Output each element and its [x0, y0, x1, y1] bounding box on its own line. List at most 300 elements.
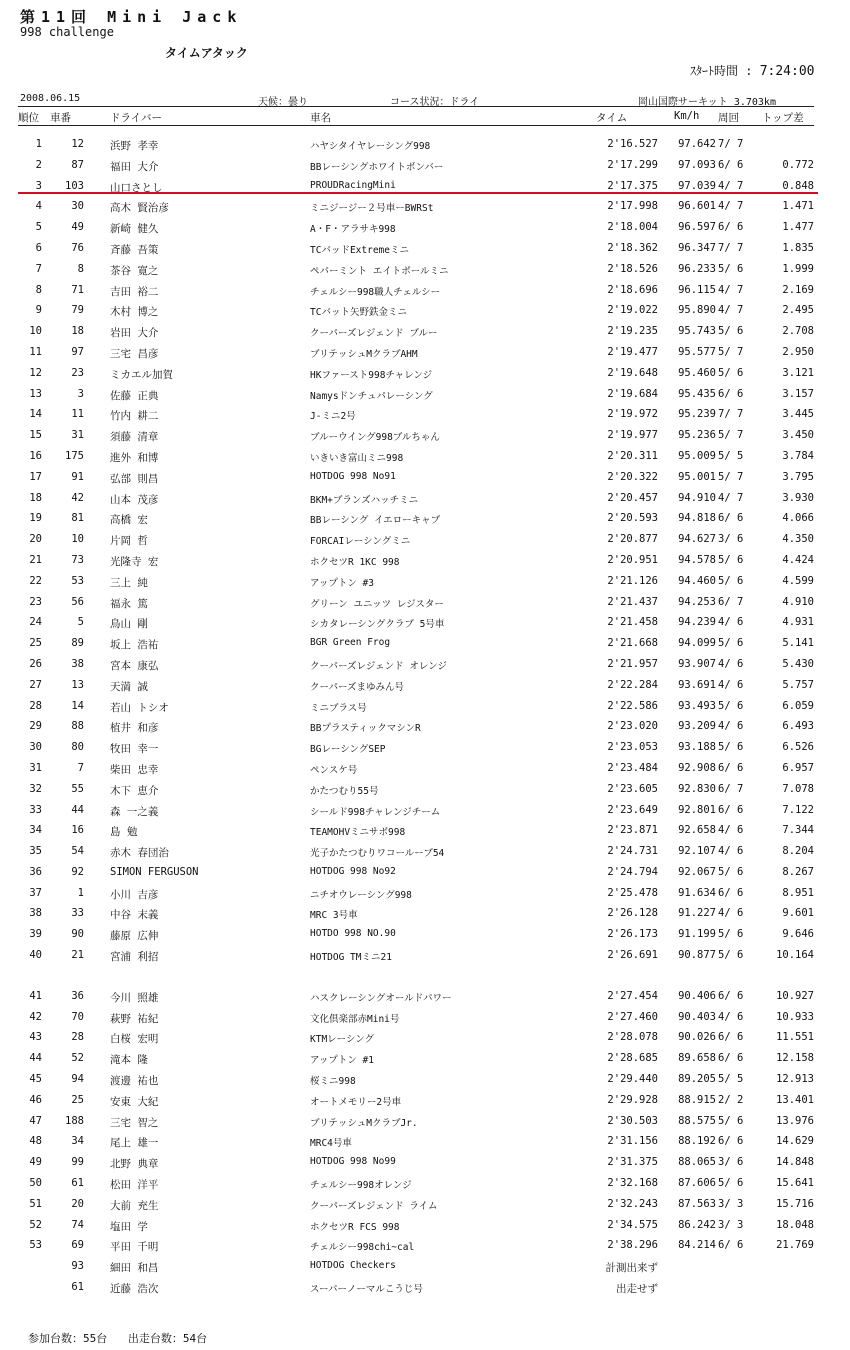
row-position: 9: [35, 304, 42, 317]
row-gap: 5.430: [782, 657, 814, 670]
row-speed: 93.691: [678, 678, 716, 691]
row-speed: 95.009: [678, 449, 716, 462]
row-car-name: J-ミニ2号: [310, 411, 356, 423]
row-lap-time: 2'21.458: [607, 616, 658, 629]
row-driver: 福永 篤: [110, 597, 148, 610]
table-row: [18, 489, 814, 510]
table-row: [18, 239, 814, 260]
row-driver: 島 勉: [110, 826, 138, 839]
row-speed: 89.205: [678, 1073, 716, 1086]
row-car-number: 13: [71, 678, 84, 691]
row-car-name: スーパーノーマルこうじ号: [310, 1284, 423, 1296]
row-gap: 8.204: [782, 845, 814, 858]
table-row: [18, 946, 814, 967]
row-speed: 88.915: [678, 1093, 716, 1106]
row-driver: 岩田 大介: [110, 327, 159, 340]
row-car-name: チェルシー998オレンジ: [310, 1180, 412, 1192]
row-lap-time: 2'18.362: [607, 241, 658, 254]
row-driver: 佐藤 正典: [110, 389, 159, 402]
row-speed: 95.435: [678, 387, 716, 400]
row-laps: 6/ 6: [718, 1135, 744, 1148]
row-car-number: 71: [71, 283, 84, 296]
table-row: [18, 904, 814, 925]
row-driver: 新崎 健久: [110, 223, 159, 236]
row-car-name: HOTDO 998 NO.90: [310, 928, 396, 940]
row-position: 27: [29, 678, 42, 691]
row-car-number: 21: [71, 949, 84, 962]
row-lap-time: 2'23.484: [607, 761, 658, 774]
row-position: 52: [29, 1218, 42, 1231]
table-row: [18, 821, 814, 842]
row-lap-time: 2'27.460: [607, 1010, 658, 1023]
row-lap-time: 2'26.128: [607, 907, 658, 920]
row-speed: 95.460: [678, 366, 716, 379]
table-row: [18, 1236, 814, 1257]
row-lap-time: 2'26.173: [607, 928, 658, 941]
row-speed: 95.239: [678, 408, 716, 421]
table-row: [18, 177, 814, 198]
row-laps: 6/ 6: [718, 1031, 744, 1044]
row-driver: 浜野 孝幸: [110, 140, 159, 152]
table-row: [18, 842, 814, 863]
row-position: 25: [29, 637, 42, 650]
row-car-number: 49: [71, 221, 84, 234]
row-car-number: 97: [71, 345, 84, 358]
row-speed: 94.578: [678, 553, 716, 566]
highlight-underline: [18, 192, 818, 194]
row-car-number: 38: [71, 657, 84, 670]
table-row: [18, 1049, 814, 1070]
table-row: [18, 717, 814, 738]
row-driver: 赤木 春団治: [110, 847, 169, 860]
row-driver: 三宅 昌彦: [110, 347, 159, 360]
col-pos: 順位: [18, 112, 39, 124]
row-gap: 1.835: [782, 241, 814, 254]
row-car-number: 34: [71, 1135, 84, 1148]
row-car-number: 54: [71, 845, 84, 858]
row-car-number: 76: [71, 241, 84, 254]
row-position: 5: [35, 221, 42, 234]
row-gap: 3.121: [782, 366, 814, 379]
row-driver: 山本 茂彦: [110, 493, 159, 506]
row-driver: 吉田 裕二: [110, 285, 159, 298]
row-laps: 3/ 6: [718, 1156, 744, 1169]
row-car-number: 175: [65, 449, 84, 462]
row-position: 1: [35, 138, 42, 150]
row-car-name: いきいき富山ミニ998: [310, 452, 404, 464]
entry-count: 参加台数：55台: [28, 1332, 108, 1345]
row-gap: 3.445: [782, 408, 814, 421]
col-num: 車番: [50, 112, 71, 124]
row-position: 48: [29, 1135, 42, 1148]
row-gap: 8.951: [782, 886, 814, 899]
row-lap-time: 2'17.998: [607, 200, 658, 213]
row-driver: 細田 和昌: [110, 1262, 159, 1275]
row-laps: 5/ 6: [718, 574, 744, 587]
row-lap-time: 2'16.527: [607, 138, 658, 150]
row-gap: 6.957: [782, 761, 814, 774]
row-speed: 87.606: [678, 1177, 716, 1190]
row-gap: 15.716: [776, 1197, 814, 1210]
table-row: [18, 1278, 814, 1299]
row-car-name: Namysドンチュパレーシング: [310, 390, 433, 402]
table-row: [18, 135, 814, 156]
row-driver: 牧田 幸一: [110, 743, 159, 756]
row-driver: 若山 トシオ: [110, 701, 169, 714]
start-time-block: [690, 62, 814, 79]
course-condition: コース状況：ドライ: [390, 97, 480, 108]
row-driver: 宮本 康弘: [110, 659, 159, 672]
row-driver: 松田 洋平: [110, 1179, 159, 1192]
row-laps: 6/ 6: [718, 158, 744, 171]
row-car-number: 73: [71, 553, 84, 566]
row-lap-time: 2'34.575: [607, 1218, 658, 1231]
row-gap: 8.267: [782, 865, 814, 878]
row-car-name: ブルーウイング998ブルちゃん: [310, 432, 440, 444]
row-car-name: BGレーシングSEP: [310, 744, 386, 756]
row-gap: 14.848: [776, 1156, 814, 1169]
row-position: 39: [29, 928, 42, 941]
row-position: 21: [29, 553, 42, 566]
row-driver: 山口さとし: [110, 181, 163, 194]
table-row: [18, 801, 814, 822]
row-gap: 18.048: [776, 1218, 814, 1231]
row-lap-time: 2'21.957: [607, 657, 658, 670]
table-row: [18, 884, 814, 905]
row-car-name: ハスクレーシングオールドパワー: [310, 992, 452, 1004]
row-lap-time: 2'23.053: [607, 741, 658, 754]
row-speed: 92.830: [678, 782, 716, 795]
row-car-number: 93: [71, 1260, 84, 1273]
row-speed: 95.743: [678, 325, 716, 338]
row-car-name: BBプラスティックマシンR: [310, 723, 421, 735]
row-speed: 93.188: [678, 741, 716, 754]
row-car-name: シカタレーシングクラブ 5号車: [310, 619, 445, 631]
row-speed: 95.001: [678, 470, 716, 483]
row-position: 24: [29, 616, 42, 629]
row-position: 20: [29, 533, 42, 546]
row-position: 15: [29, 429, 42, 442]
row-car-name: A・F・アラサキ998: [310, 224, 396, 236]
row-speed: 84.214: [678, 1239, 716, 1252]
row-laps: 7/ 7: [718, 408, 744, 421]
row-speed: 91.634: [678, 886, 716, 899]
row-driver: 大前 充生: [110, 1199, 159, 1212]
row-car-number: 74: [71, 1218, 84, 1231]
row-car-number: 7: [77, 761, 84, 774]
row-position: 12: [29, 366, 42, 379]
row-speed: 95.236: [678, 429, 716, 442]
row-driver: 中谷 末義: [110, 909, 159, 922]
row-car-number: 99: [71, 1156, 84, 1169]
row-laps: 6/ 6: [718, 989, 744, 1002]
row-speed: 97.039: [678, 179, 716, 192]
row-lap-time: 2'24.794: [607, 865, 658, 878]
row-gap: 21.769: [776, 1239, 814, 1252]
row-driver: 今川 照雄: [110, 991, 159, 1004]
row-position: 10: [29, 325, 42, 338]
row-driver: 森 一之義: [110, 805, 159, 818]
row-car-number: 5: [77, 616, 84, 629]
row-car-number: 91: [71, 470, 84, 483]
row-laps: 6/ 6: [718, 803, 744, 816]
row-lap-time: 2'29.928: [607, 1093, 658, 1106]
row-laps: 7/ 7: [718, 138, 744, 150]
row-driver: 萩野 祐紀: [110, 1012, 159, 1025]
row-laps: 6/ 6: [718, 387, 744, 400]
row-driver: 坂上 浩祐: [110, 639, 159, 652]
row-laps: 4/ 6: [718, 657, 744, 670]
row-car-number: 1: [77, 886, 84, 899]
row-laps: 5/ 6: [718, 366, 744, 379]
row-position: 23: [29, 595, 42, 608]
row-position: 6: [35, 241, 42, 254]
row-driver: 弘部 則昌: [110, 472, 159, 485]
session-title: タイムアタック: [165, 46, 248, 60]
row-laps: 6/ 6: [718, 1239, 744, 1252]
row-gap: 3.795: [782, 470, 814, 483]
row-car-number: 61: [71, 1281, 84, 1294]
row-car-number: 80: [71, 741, 84, 754]
row-car-number: 92: [71, 865, 84, 878]
row-car-name: BKM+ブランズハッチミニ: [310, 494, 419, 506]
row-driver: 斉藤 吾策: [110, 243, 159, 256]
row-position: 8: [35, 283, 42, 296]
row-lap-time: 2'18.004: [607, 221, 658, 234]
table-row: [18, 447, 814, 468]
table-row: [18, 1195, 814, 1216]
row-position: 37: [29, 886, 42, 899]
row-driver: 高木 賢治彦: [110, 202, 169, 215]
row-laps: 4/ 6: [718, 1010, 744, 1023]
row-car-name: クーパーズレジェンド オレンジ: [310, 660, 447, 672]
table-row: [18, 281, 814, 302]
row-car-name: かたつむり55号: [310, 785, 379, 797]
row-driver: 片岡 哲: [110, 535, 148, 548]
table-row: [18, 572, 814, 593]
row-gap: 3.930: [782, 491, 814, 504]
row-speed: 88.192: [678, 1135, 716, 1148]
col-car: 車名: [310, 112, 331, 124]
row-position: 41: [29, 989, 42, 1002]
row-car-number: 56: [71, 595, 84, 608]
row-lap-time: 2'28.078: [607, 1031, 658, 1044]
table-row: [18, 468, 814, 489]
row-speed: 95.577: [678, 345, 716, 358]
row-laps: 4/ 7: [718, 304, 744, 317]
row-driver: 天満 誠: [110, 680, 148, 693]
event-subtitle: 998 challenge: [20, 25, 114, 39]
row-car-name: ニチオウレーシング998: [310, 889, 412, 901]
row-speed: 92.067: [678, 865, 716, 878]
table-row: [18, 593, 814, 614]
row-laps: 5/ 5: [718, 449, 744, 462]
col-laps: 周回: [718, 112, 739, 124]
row-car-number: 52: [71, 1052, 84, 1065]
row-car-number: 28: [71, 1031, 84, 1044]
row-speed: 95.890: [678, 304, 716, 317]
row-laps: 4/ 6: [718, 678, 744, 691]
row-car-name: BBレーシング イエローキャブ: [310, 515, 441, 527]
row-lap-time: 2'32.243: [607, 1197, 658, 1210]
row-laps: 6/ 7: [718, 782, 744, 795]
row-car-name: HOTDOG TMミニ21: [310, 952, 392, 964]
row-car-name: FORCAIレーシングミニ: [310, 536, 411, 548]
row-gap: 7.122: [782, 803, 814, 816]
row-driver: 鳥山 剛: [110, 618, 148, 631]
row-position: 38: [29, 907, 42, 920]
row-gap: 4.424: [782, 553, 814, 566]
row-gap: 7.078: [782, 782, 814, 795]
row-speed: 96.233: [678, 262, 716, 275]
row-car-name: シールド998チャレンジチーム: [310, 806, 441, 818]
row-laps: 5/ 6: [718, 553, 744, 566]
row-gap: 6.526: [782, 741, 814, 754]
row-car-name: アップトン #3: [310, 577, 374, 589]
row-position: 28: [29, 699, 42, 712]
row-lap-time: 2'24.731: [607, 845, 658, 858]
date: 2008.06.15: [20, 93, 81, 104]
row-position: 35: [29, 845, 42, 858]
row-car-number: 103: [65, 179, 84, 192]
row-lap-time: 出走せず: [616, 1283, 658, 1296]
row-car-name: ハヤシタイヤレーシング998: [310, 141, 431, 152]
row-laps: 5/ 6: [718, 1177, 744, 1190]
table-row: [18, 1091, 814, 1112]
row-speed: 96.597: [678, 221, 716, 234]
table-row: [18, 925, 814, 946]
start-time-value: 7:24:00: [759, 64, 815, 79]
row-driver: 木下 恵介: [110, 784, 159, 797]
row-car-name: BBレーシングホワイトボンバー: [310, 161, 444, 173]
table-row: [18, 1216, 814, 1237]
col-speed: Km/h: [674, 110, 700, 122]
row-laps: 3/ 6: [718, 533, 744, 546]
row-lap-time: 2'23.605: [607, 782, 658, 795]
row-car-number: 70: [71, 1010, 84, 1023]
row-position: 11: [29, 345, 42, 358]
row-position: 17: [29, 470, 42, 483]
table-row: [18, 218, 814, 239]
row-laps: 6/ 6: [718, 221, 744, 234]
row-gap: 15.641: [776, 1177, 814, 1190]
row-position: 3: [35, 179, 42, 192]
row-lap-time: 2'30.503: [607, 1114, 658, 1127]
row-gap: 6.493: [782, 720, 814, 733]
row-position: 16: [29, 449, 42, 462]
row-lap-time: 2'23.871: [607, 824, 658, 837]
results-group-2: [18, 987, 814, 1299]
table-row: [18, 385, 814, 406]
row-gap: 3.784: [782, 449, 814, 462]
row-car-name: KTMレーシング: [310, 1034, 375, 1046]
row-car-number: 3: [77, 387, 84, 400]
row-speed: 93.907: [678, 657, 716, 670]
row-laps: 4/ 7: [718, 179, 744, 192]
row-speed: 91.199: [678, 928, 716, 941]
row-driver: 進外 和博: [110, 451, 159, 464]
row-position: 26: [29, 657, 42, 670]
table-row: [18, 301, 814, 322]
row-lap-time: 2'31.156: [607, 1135, 658, 1148]
row-car-number: 79: [71, 304, 84, 317]
row-position: 22: [29, 574, 42, 587]
row-lap-time: 2'23.649: [607, 803, 658, 816]
table-row: [18, 156, 814, 177]
row-position: 34: [29, 824, 42, 837]
row-gap: 14.629: [776, 1135, 814, 1148]
row-position: 2: [35, 158, 42, 171]
row-car-name: ブリテッシュMクラブAHM: [310, 348, 418, 360]
row-car-number: 23: [71, 366, 84, 379]
row-position: 51: [29, 1197, 42, 1210]
row-laps: 5/ 7: [718, 470, 744, 483]
row-speed: 94.253: [678, 595, 716, 608]
table-row: [18, 613, 814, 634]
row-position: 31: [29, 761, 42, 774]
row-laps: 5/ 5: [718, 1073, 744, 1086]
table-row: [18, 676, 814, 697]
table-row: [18, 1112, 814, 1133]
row-car-name: TCバッドExtremeミニ: [310, 244, 409, 256]
row-car-name: 光子かたつむりワコールーブ54: [310, 848, 445, 860]
row-car-name: チェルシー998chi~cal: [310, 1242, 415, 1254]
row-car-name: MRC4号車: [310, 1138, 352, 1150]
row-car-number: 88: [71, 720, 84, 733]
row-gap: 7.344: [782, 824, 814, 837]
table-row: [18, 1008, 814, 1029]
row-laps: 6/ 6: [718, 761, 744, 774]
row-driver: 植井 和彦: [110, 722, 159, 735]
row-car-number: 11: [71, 408, 84, 421]
row-speed: 97.093: [678, 158, 716, 171]
row-position: 47: [29, 1114, 42, 1127]
row-position: 4: [35, 200, 42, 213]
row-gap: 5.757: [782, 678, 814, 691]
row-lap-time: 2'17.299: [607, 158, 658, 171]
row-driver: 柴田 忠幸: [110, 763, 159, 776]
row-car-name: ペンスケ号: [310, 764, 358, 776]
row-laps: 3/ 3: [718, 1218, 744, 1231]
row-driver: 福田 大介: [110, 160, 159, 173]
row-car-name: HOTDOG 998 No92: [310, 865, 396, 877]
row-speed: 90.877: [678, 949, 716, 962]
row-speed: 92.908: [678, 761, 716, 774]
table-row: [18, 634, 814, 655]
row-speed: 93.493: [678, 699, 716, 712]
row-gap: 2.169: [782, 283, 814, 296]
row-lap-time: 2'19.977: [607, 429, 658, 442]
table-row: [18, 1174, 814, 1195]
row-lap-time: 2'22.586: [607, 699, 658, 712]
row-driver: 塩田 学: [110, 1220, 148, 1233]
row-laps: 4/ 6: [718, 845, 744, 858]
row-laps: 4/ 7: [718, 491, 744, 504]
row-position: 44: [29, 1052, 42, 1065]
row-position: 50: [29, 1177, 42, 1190]
row-gap: 10.164: [776, 949, 814, 962]
row-laps: 5/ 6: [718, 865, 744, 878]
row-laps: 5/ 6: [718, 637, 744, 650]
row-lap-time: 2'31.375: [607, 1156, 658, 1169]
header-rule-top: [18, 106, 814, 107]
row-laps: 5/ 6: [718, 325, 744, 338]
row-driver: 藤原 広伸: [110, 930, 159, 943]
row-gap: 12.158: [776, 1052, 814, 1065]
row-lap-time: 2'20.322: [607, 470, 658, 483]
row-speed: 88.065: [678, 1156, 716, 1169]
row-lap-time: 計測出来ず: [605, 1262, 658, 1275]
